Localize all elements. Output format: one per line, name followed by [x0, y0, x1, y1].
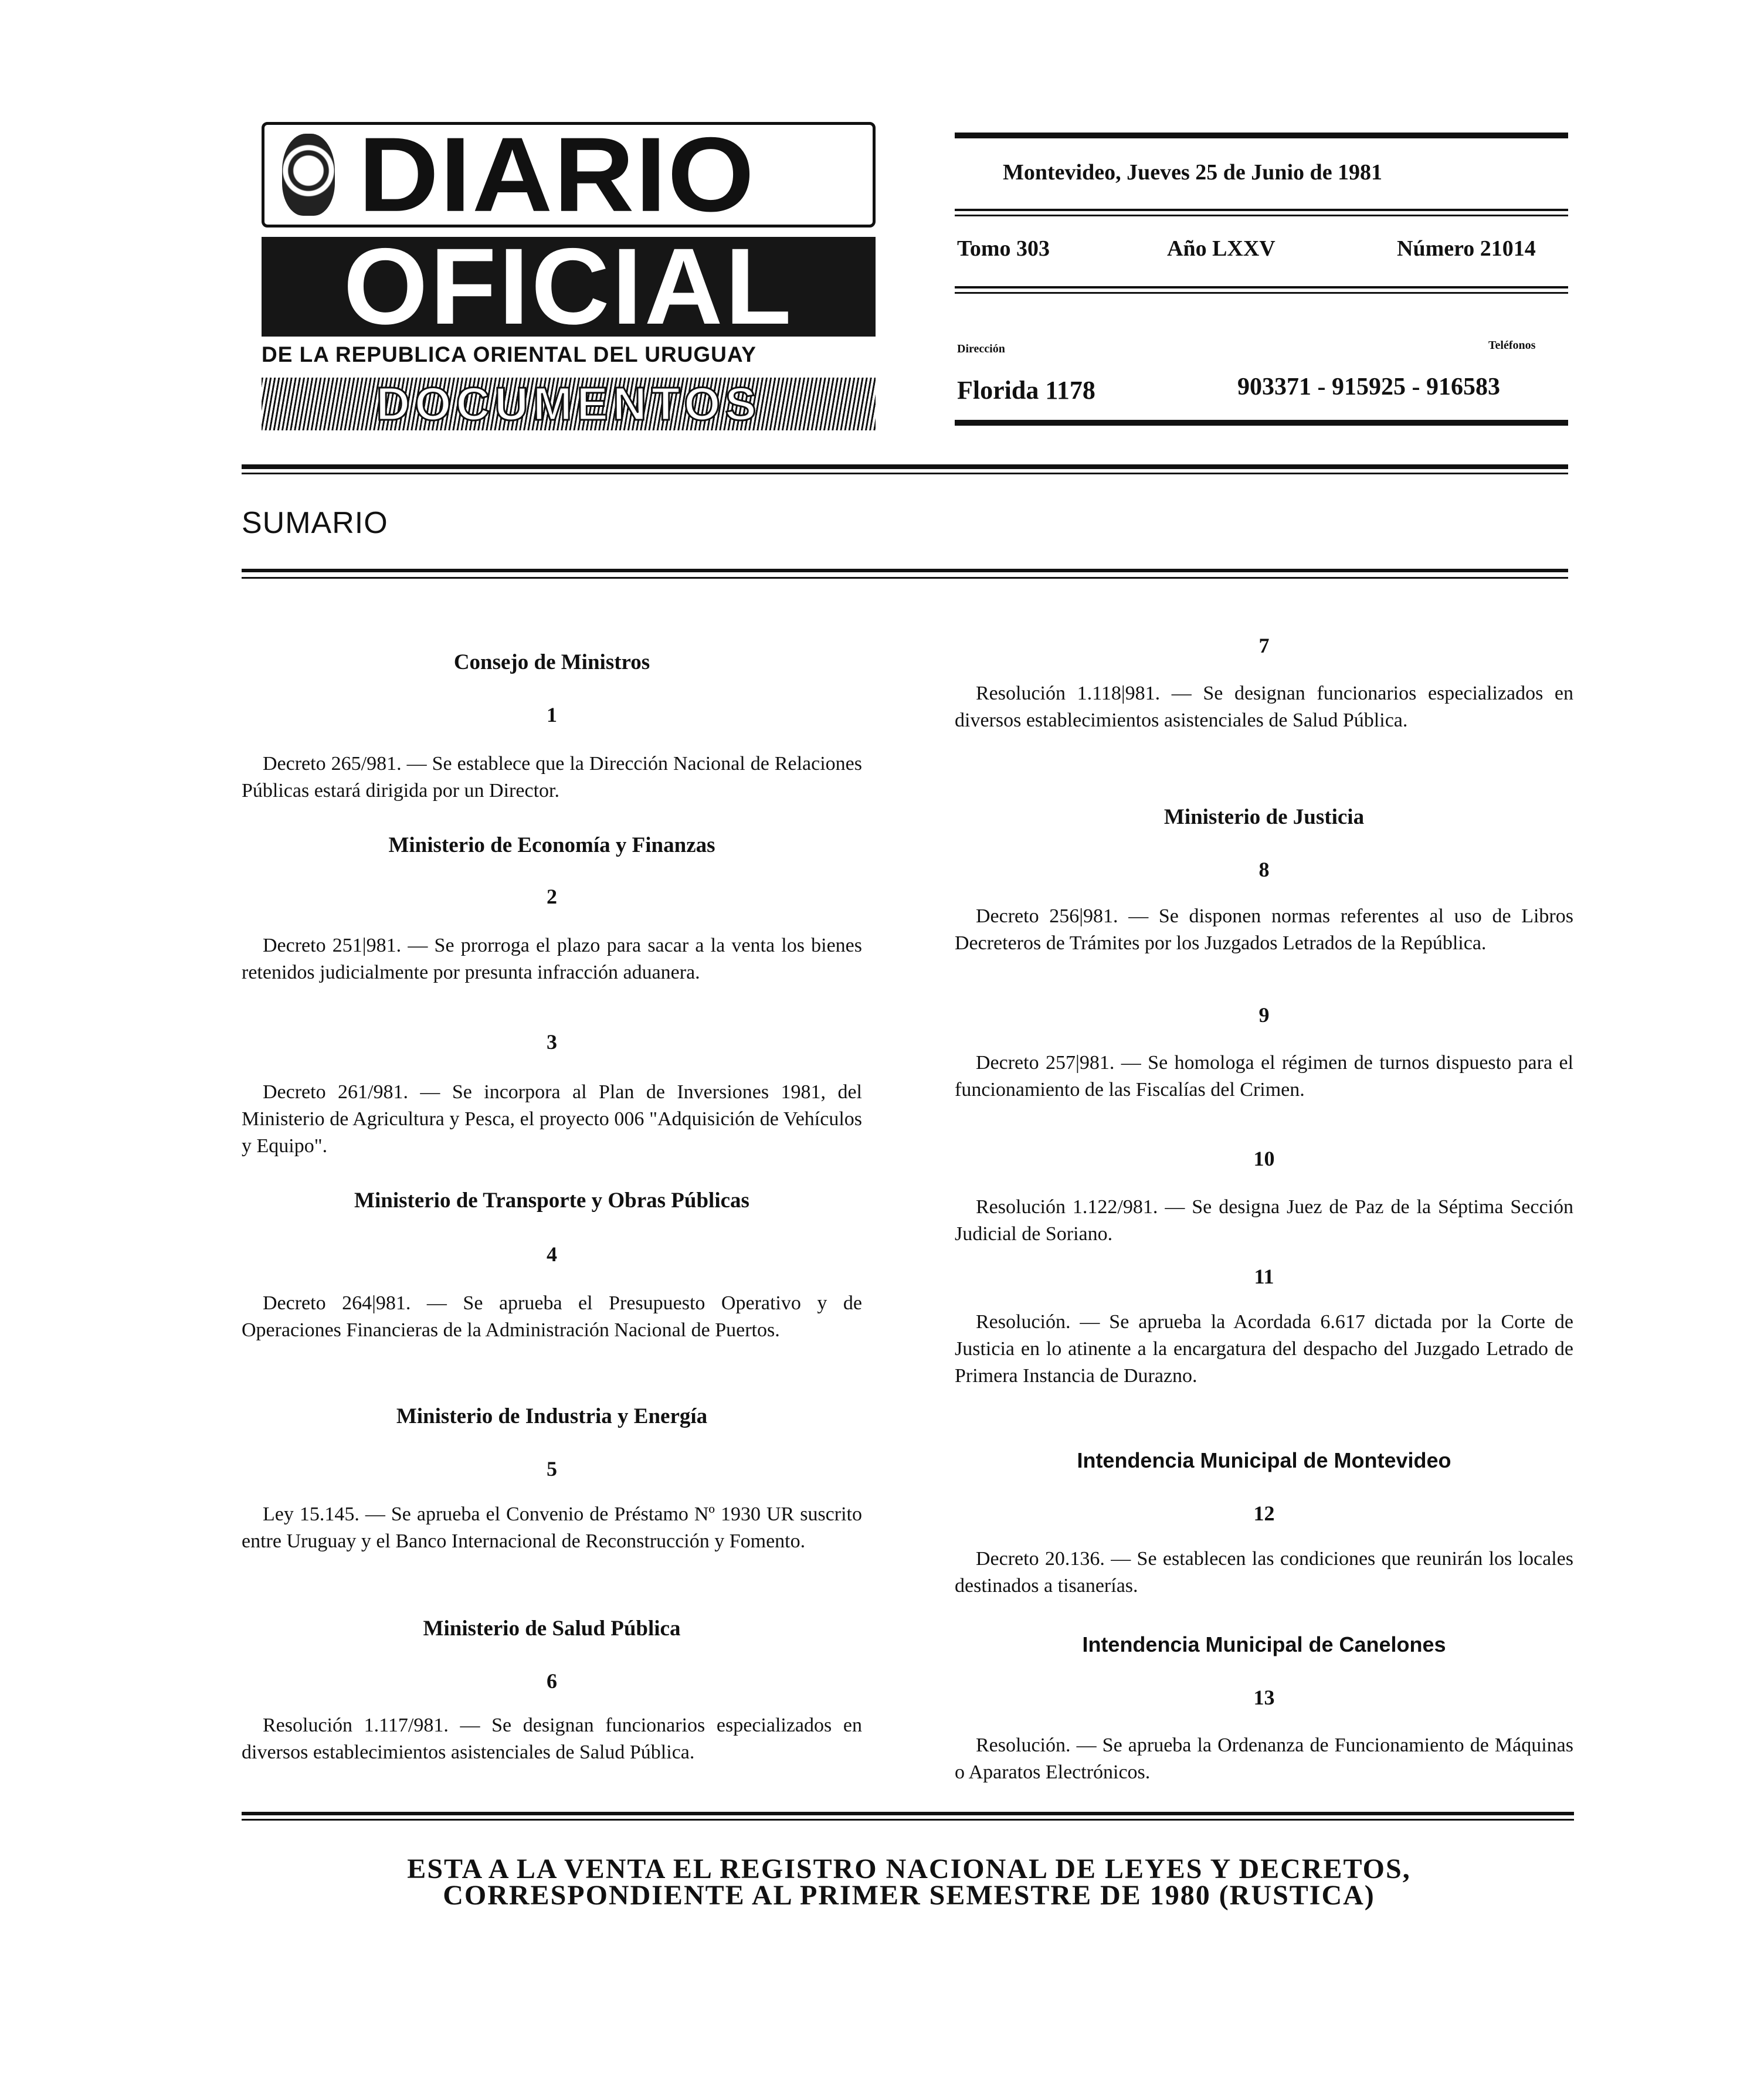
logo-subtitle: DE LA REPUBLICA ORIENTAL DEL URUGUAY	[262, 342, 757, 366]
sumario-entry: Ley 15.145. — Se aprueba el Convenio de Préstamo Nº 1930 UR suscrito entre Uruguay y el Banco Internacional de Reconstrucción y Fomento.	[242, 1503, 862, 1552]
section-heading: Ministerio de Transporte y Obras Públicas	[354, 1189, 749, 1213]
entry-number: 9	[1258, 1003, 1270, 1027]
divider	[242, 1812, 1574, 1815]
entry-number: 10	[1253, 1147, 1275, 1170]
section-band-label: DOCUMENTOS	[376, 378, 761, 430]
date-line: Montevideo, Jueves 25 de Junio de 1981	[1003, 160, 1383, 185]
sumario-entry: Decreto 264|981. — Se aprueba el Presupuesto Operativo y de Operaciones Financieras de la Administración Nacional de Puertos.	[242, 1292, 862, 1341]
entry-number: 11	[1254, 1265, 1274, 1288]
section-heading: Ministerio de Industria y Energía	[396, 1404, 708, 1428]
sumario-entry: Resolución. — Se aprueba la Ordenanza de Funcionamiento de Máquinas o Aparatos Electrónicos.	[955, 1734, 1573, 1783]
section-heading: Intendencia Municipal de Canelones	[1082, 1632, 1446, 1656]
entry-number: 1	[547, 703, 557, 726]
telefonos-label: Teléfonos	[1488, 339, 1536, 352]
section-heading: Ministerio de Salud Pública	[423, 1617, 681, 1641]
divider	[242, 1819, 1574, 1821]
section-heading: Intendencia Municipal de Montevideo	[1077, 1448, 1451, 1472]
entry-number: 13	[1253, 1686, 1275, 1709]
numero: Número 21014	[1397, 236, 1536, 261]
telefonos: 903371 - 915925 - 916583	[1237, 374, 1500, 400]
section-heading: Ministerio de Justicia	[1163, 805, 1365, 829]
section-heading: Ministerio de Economía y Finanzas	[388, 833, 715, 857]
sumario-entry: Decreto 251|981. — Se prorroga el plazo para sacar a la venta los bienes retenidos judicialmente por presunta infracción aduanera.	[242, 935, 862, 983]
sumario-entry: Decreto 265/981. — Se establece que la Dirección Nacional de Relaciones Públicas estará dirigida por un Director.	[242, 753, 862, 802]
direccion-label: Dirección	[957, 342, 1005, 355]
entry-number: 12	[1253, 1502, 1275, 1525]
sumario-entry: Resolución. — Se aprueba la Acordada 6.617 dictada por la Corte de Justicia en lo atinente a la encargatura del despacho del Juzgado Letrado de Primera Instancia de Durazno.	[955, 1311, 1573, 1387]
sumario-entry: Decreto 20.136. — Se establecen las condiciones que reunirán los locales destinados a tisanerías.	[955, 1548, 1573, 1597]
entry-number: 7	[1258, 634, 1270, 657]
sale-notice-line-1: ESTA A LA VENTA EL REGISTRO NACIONAL DE LEYES Y DECRETOS,	[407, 1853, 1411, 1885]
sumario-entry: Decreto 257|981. — Se homologa el régimen de turnos dispuesto para el funcionamiento de las Fiscalías del Crimen.	[955, 1052, 1573, 1101]
sumario-entry: Decreto 261/981. — Se incorpora al Plan de Inversiones 1981, del Ministerio de Agricultura y Pesca, el proyecto 006 "Adquisición de Vehículos y Equipo".	[242, 1081, 862, 1157]
entry-number: 2	[547, 885, 557, 908]
entry-number: 4	[547, 1242, 557, 1266]
sumario-left-column	[242, 0, 862, 2078]
sumario-entry: Resolución 1.122/981. — Se designa Juez de Paz de la Séptima Sección Judicial de Soriano.	[955, 1196, 1573, 1245]
sumario-entry: Resolución 1.118|981. — Se designan funcionarios especializados en diversos establecimientos asistenciales de Salud Pública.	[955, 683, 1573, 731]
entry-number: 6	[547, 1669, 557, 1693]
sumario-title: SUMARIO	[242, 506, 388, 540]
direccion: Florida 1178	[957, 376, 1095, 405]
sumario-right-column	[955, 0, 1573, 2078]
logo-title-diario: DIARIO	[358, 116, 755, 234]
tomo: Tomo 303	[957, 236, 1050, 261]
sale-notice-line-2: CORRESPONDIENTE AL PRIMER SEMESTRE DE 1980 (RUSTICA)	[443, 1880, 1375, 1911]
entry-number: 3	[547, 1030, 557, 1054]
entry-number: 5	[547, 1457, 557, 1481]
sumario-entry: Resolución 1.117/981. — Se designan funcionarios especializados en diversos establecimientos asistenciales de Salud Pública.	[242, 1714, 862, 1763]
entry-number: 8	[1258, 858, 1270, 881]
logo-title-oficial: OFICIAL	[343, 226, 794, 347]
sumario-entry: Decreto 256|981. — Se disponen normas referentes al uso de Libros Decreteros de Trámites por los Juzgados Letrados de la República.	[955, 905, 1573, 954]
anio: Año LXXV	[1167, 236, 1275, 261]
section-heading: Consejo de Ministros	[453, 650, 650, 674]
